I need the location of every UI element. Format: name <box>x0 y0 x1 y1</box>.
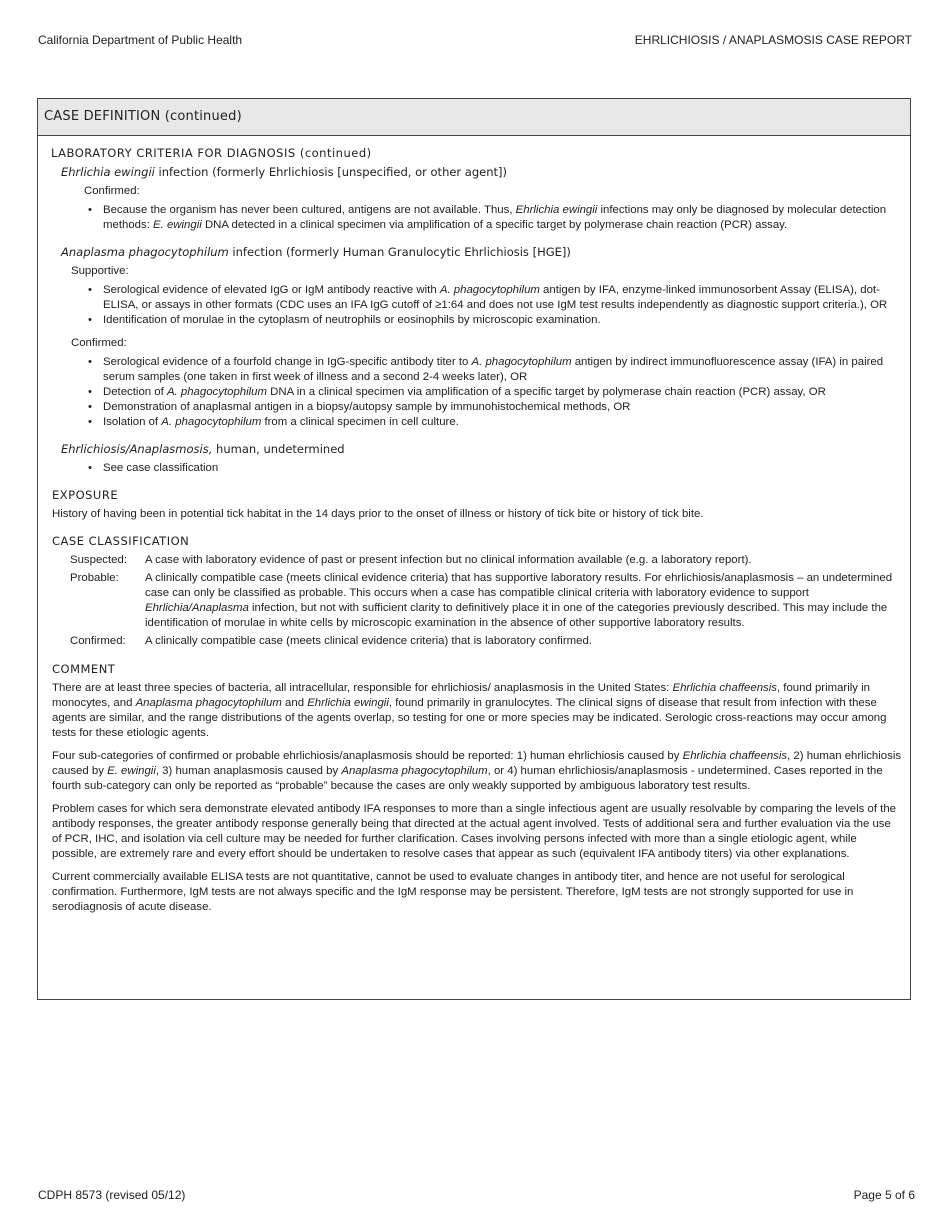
text-italic: Ehrlichia/Anaplasma <box>145 602 249 614</box>
text-italic: A. phagocytophilum <box>439 284 540 296</box>
undetermined-list <box>51 461 904 476</box>
exposure-text: History of having been in potential tick habitat in the 14 days prior to the onset of illness or history of tick bite or history of tick bite. <box>52 508 704 520</box>
box-content <box>38 136 910 915</box>
ewingii-name: Ehrlichia ewingii <box>61 165 155 179</box>
text: and <box>281 697 308 709</box>
text: from a clinical specimen in cell culture. <box>261 416 459 428</box>
undetermined-name: Ehrlichiosis/Anaplasmosis, <box>61 442 213 456</box>
text-italic: E. ewingii <box>107 765 156 777</box>
text: infection, but not with sufficient clarity to definitively place it in one of the categories previously described. This may include the identification of morulae in white cells by microscopic examination in the absence of other supportive laboratory results. <box>145 602 888 629</box>
text: , 3) human anaplasmosis caused by <box>155 765 342 777</box>
text-italic: Ehrlichia ewingii <box>307 697 389 709</box>
confirmed-label: Confirmed: <box>70 635 126 647</box>
list-item <box>51 355 904 385</box>
list-item <box>51 385 904 400</box>
list-item: • Identification of morulae in the cytoplasm of neutrophils or eosinophils by microscopic examination. <box>51 313 904 328</box>
text: A clinically compatible case (meets clinical evidence criteria) that has supportive laboratory results. For ehrlichiosis/anaplasmosis – an undetermined case can only be classified as probable. This occurs when a case has compatible clinical criteria with laboratory evidence to support <box>145 572 893 599</box>
text: DNA detected in a clinical specimen via amplification of a specific target by polymerase chain reaction (PCR) assay. <box>201 219 788 231</box>
text: Serological evidence of elevated IgG or IgM antibody reactive with <box>103 284 440 296</box>
table-row <box>70 634 904 652</box>
comment-paragraph-3: Problem cases for which sera demonstrate elevated antibody IFA responses to more than a single infectious agent are usually resolvable by comparing the levels of the antibody responses, the greater antibody response generally being that directed at the actual agent involved. Tests of additional sera and further evaluation via the use of PCR, IHC, and isolation via cell culture may be needed for further clarification. Cases involving persons infected with more than a single etiologic agent, while possible, are extremely rare and every effort should be undertaken to resolve cases that appear as such (equivalent IFA antibody titers) via other explanations. <box>52 803 897 860</box>
text-italic: Anaplasma phagocytophilum <box>341 765 488 777</box>
anaplasma-supportive-list <box>51 283 904 328</box>
case-definition-box <box>37 98 911 1000</box>
exposure-heading: EXPOSURE <box>52 488 119 502</box>
anaplasma-heading <box>61 245 904 260</box>
box-title: CASE DEFINITION (continued) <box>38 99 910 136</box>
anaplasma-rest: infection (formerly Human Granulocytic Ehrlichiosis [HGE]) <box>228 245 571 259</box>
table-row <box>70 571 904 634</box>
footer-page-number: Page 5 of 6 <box>853 1188 915 1202</box>
text-italic: A. phagocytophilum <box>471 356 572 368</box>
undetermined-heading <box>61 442 904 457</box>
suspected-text: A case with laboratory evidence of past or present infection but no clinical information available (e.g. a laboratory report). <box>145 554 752 566</box>
ewingii-confirmed-list <box>51 203 904 233</box>
list-item: • See case classification <box>51 461 904 476</box>
text: antigen by IFA, enzyme-linked immunosorbent Assay (ELISA), dot-ELISA, or assays in other formats (CDC uses an IFA IgG cutoff of ≥1:64 and does not use IgM test results independently as diagnostic support criteria.), OR <box>103 284 888 311</box>
text: Serological evidence of a fourfold change in IgG-specific antibody titer to <box>103 356 472 368</box>
suspected-label: Suspected: <box>70 554 127 566</box>
header-agency: California Department of Public Health <box>38 33 243 47</box>
text-italic: Ehrlichia chaffeensis <box>682 750 788 762</box>
list-item <box>51 283 904 313</box>
anaplasma-confirmed-list <box>51 355 904 430</box>
text-italic: Anaplasma phagocytophilum <box>135 697 282 709</box>
ewingii-heading <box>61 165 904 180</box>
confirmed-text: A clinically compatible case (meets clinical evidence criteria) that is laboratory confirmed. <box>145 635 592 647</box>
probable-text <box>145 571 904 634</box>
comment-heading: COMMENT <box>52 662 116 676</box>
ewingii-rest: infection (formerly Ehrlichiosis [unspecified, or other agent]) <box>154 165 508 179</box>
text: Because the organism has never been cultured, antigens are not available. Thus, <box>103 204 516 216</box>
text: , found primarily in granulocytes. The clinical signs of disease that result from infection with these agents are similar, and the range distributions of the agents overlap, so testing for one or more species may be indicated. Serologic cross-reactions may occur among tests for these etiologic agents. <box>52 697 887 739</box>
text: infections may only be diagnosed by molecular detection methods: <box>103 204 887 231</box>
text-italic: A. phagocytophilum <box>166 386 267 398</box>
text: antigen by indirect immunofluorescence assay (IFA) in paired serum samples (one taken in first week of illness and a second 2-4 weeks later), OR <box>103 356 884 383</box>
text: DNA in a clinical specimen via amplification of a specific target by polymerase chain reaction (PCR) assay, OR <box>267 386 826 398</box>
text: Detection of <box>103 386 167 398</box>
classification-heading: CASE CLASSIFICATION <box>52 534 190 548</box>
text-italic: A. phagocytophilum <box>161 416 262 428</box>
comment-paragraph-4: Current commercially available ELISA tests are not quantitative, cannot be used to evaluate changes in antibody titer, and hence are not useful for serological confirmation. Furthermore, IgM tests are not always specific and the IgM response may be persistent. Therefore, IgM tests are not strongly supported for use in serodiagnosis of acute disease. <box>52 871 854 913</box>
text-italic: E. ewingii <box>153 219 202 231</box>
text: There are at least three species of bacteria, all intracellular, responsible for ehrlichiosis/ anaplasmosis in the United States: <box>52 682 673 694</box>
text-italic: Ehrlichia ewingii <box>515 204 598 216</box>
header-report-title: EHRLICHIOSIS / ANAPLASMOSIS CASE REPORT <box>634 33 912 47</box>
list-item <box>51 203 904 233</box>
footer-form-number: CDPH 8573 (revised 05/12) <box>38 1188 186 1202</box>
text-italic: Ehrlichia chaffeensis <box>672 682 777 694</box>
text: , found primarily in monocytes, and <box>52 682 871 709</box>
undetermined-rest: human, undetermined <box>212 442 345 456</box>
ewingii-confirmed-label: Confirmed: <box>84 185 140 197</box>
classification-table <box>70 553 904 652</box>
anaplasma-name: Anaplasma phagocytophilum <box>61 245 229 259</box>
comment-paragraph-1 <box>52 681 902 741</box>
anaplasma-confirmed-label: Confirmed: <box>71 337 127 349</box>
comment-paragraph-2 <box>52 749 902 794</box>
text: Isolation of <box>103 416 162 428</box>
list-item <box>51 415 904 430</box>
text: , or 4) human ehrlichiosis/anaplasmosis - undetermined. Cases reported in the fourth sub-category can only be reported as “probable” because the cases are only weakly supported by ambiguous laboratory test results. <box>52 765 883 792</box>
table-row <box>70 553 904 571</box>
probable-label: Probable: <box>70 572 119 584</box>
list-item: • Demonstration of anaplasmal antigen in a biopsy/autopsy sample by immunohistochemical methods, OR <box>51 400 904 415</box>
text: , 2) human ehrlichiosis caused by <box>52 750 902 777</box>
anaplasma-supportive-label: Supportive: <box>71 265 129 277</box>
text: Four sub-categories of confirmed or probable ehrlichiosis/anaplasmosis should be reported: 1) human ehrlichiosis caused by <box>52 750 683 762</box>
lab-criteria-heading: LABORATORY CRITERIA FOR DIAGNOSIS (continued) <box>51 146 372 160</box>
